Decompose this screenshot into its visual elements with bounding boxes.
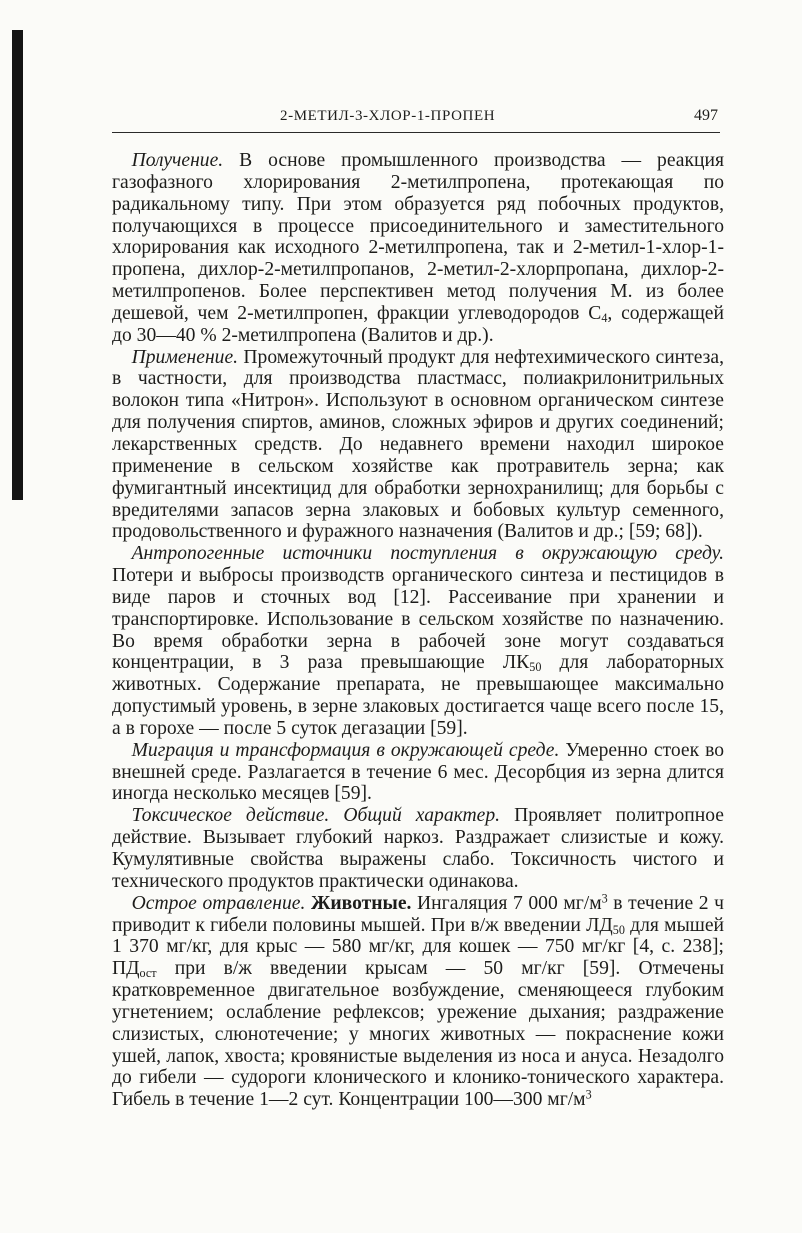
paragraph-text: В основе промышленного производства — реакция газофазного хлорирования 2-метилпропена, протекающая по радикальному типу. При этом образуется ряд побочных продуктов, получающихся в процессе присоединительного и заместительного хлорирования как исходного 2-метилпропена, так и 2-метил-1-хлор-1-пропена, дихлор-2-метилпропанов, 2-метил-2-хлорпропана, дихлор-2-метилпропенов. Более перспективен метод получения М. из более дешевой, чем 2-метилпропен, фракции углеводородов С xyxy=(112,150,724,324)
page-number: 497 xyxy=(694,107,718,124)
paragraph-toxic-action xyxy=(112,805,724,892)
subscript: 50 xyxy=(529,660,542,675)
page-header xyxy=(112,106,720,133)
paragraph-migration xyxy=(112,740,724,806)
subscript: 4 xyxy=(601,310,608,325)
paragraph-anthropogenic-sources xyxy=(112,543,724,740)
superscript: 3 xyxy=(601,891,608,906)
running-head: 2-МЕТИЛ-3-ХЛОР-1-ПРОПЕН xyxy=(280,108,496,124)
paragraph-text: для мышей 1 370 мг/кг, для крыс — 580 мг/кг, для кошек — 750 мг/кг [4, с. 238]; ПД xyxy=(112,914,724,980)
paragraph-acute-poisoning xyxy=(112,893,724,1111)
section-heading: Миграция и трансформация в окружающей среде. xyxy=(131,739,560,761)
paragraph-text: Промежуточный продукт для нефтехимического синтеза, в частности, для производства пластмасс, полиакрилонитрильных волокон типа «Нитрон». Используют в основном органическом синтезе для получения спиртов, аминов, сложных эфиров и других соединений; лекарственных средств. До недавнего времени находил широкое применение в сельском хозяйстве как протравитель зерна; как фумигантный инсектицид для обработки зернохранилищ; для борьбы с вредителями запасов зерна злаковых и бобовых культур семенного, продовольственного и фуражного назначения (Валитов и др.; [59; 68]). xyxy=(112,346,724,543)
section-heading: Токсическое действие. Общий характер. xyxy=(131,805,501,827)
subscript: ост xyxy=(139,966,157,981)
binding-edge-mark xyxy=(12,30,23,500)
paragraph-application xyxy=(112,347,724,544)
section-heading: Применение. xyxy=(131,346,239,368)
section-heading: Антропогенные источники поступления в окружающую среду. xyxy=(131,543,724,565)
subheading-animals: Животные. xyxy=(305,892,412,914)
section-heading: Острое отравление. xyxy=(131,892,306,914)
paragraph-text: Потери и выбросы производств органического синтеза и пестицидов в виде паров и сточных вод [12]. Рассеивание при хранении и транспортировке. Использование в сельском хозяйстве по назначению. Во время обработки зерна в рабочей зоне могут создаваться концентрации, в 3 раза превышающие ЛК xyxy=(112,565,724,674)
paragraph-text: Ингаляция 7 000 мг/м xyxy=(411,892,602,914)
paragraph-text: при в/ж введении крысам — 50 мг/кг [59]. Отмечены кратковременное двигательное возбуждение, сменяющееся глубоким угнетением; ослабление рефлексов; урежение дыхания; раздражение слизистых, слюнотечение; у многих животных — покраснение кожи ушей, лапок, хвоста; кровянистые выделения из носа и ануса. Незадолго до гибели — судороги клонического и клонико-тонического характера. Гибель в течение 1—2 сут. Концентрации 100—300 мг/м xyxy=(112,958,724,1111)
subscript: 50 xyxy=(612,922,625,937)
paragraph-text: в течение 2 ч приводит к гибели половины мышей. При в/ж введении ЛД xyxy=(112,892,724,936)
paragraph-text: Умеренно стоек во внешней среде. Разлагается в течение 6 мес. Десорбция из зерна длится иногда несколько месяцев [59]. xyxy=(112,739,724,805)
section-heading: Получение. xyxy=(131,150,224,171)
superscript: 3 xyxy=(585,1087,592,1102)
paragraph-text: , содержащей до 30—40 % 2-метилпропена (Валитов и др.). xyxy=(112,302,724,346)
paragraph-production xyxy=(112,150,724,347)
paragraph-text: для лабораторных животных. Содержание препарата, не превышающее максимально допустимый уровень, в зерне злаковых достигается чаще всего после 15, а в горохе — после 5 суток дегазации [59]. xyxy=(112,652,724,739)
body-text xyxy=(112,150,724,1111)
paragraph-text: Проявляет политропное действие. Вызывает глубокий наркоз. Раздражает слизистые и кожу. Кумулятивные свойства выражены слабо. Токсичность чистого и технического продуктов практически одинакова. xyxy=(112,805,724,892)
